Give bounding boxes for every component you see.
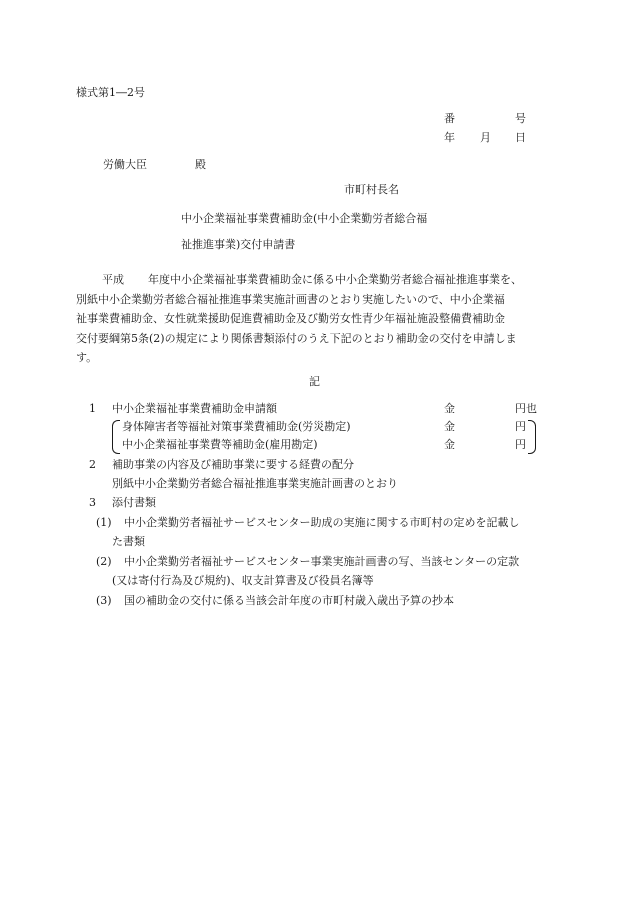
left-bracket xyxy=(112,420,120,454)
doc-number-go: 号 xyxy=(515,112,526,125)
item-2-label: 補助事業の内容及び補助事業に要する経費の配分 xyxy=(112,458,354,471)
date-month: 月 xyxy=(480,131,491,144)
date-year: 年 xyxy=(444,131,455,144)
item-1-sub-1-kin: 金 xyxy=(444,420,455,433)
item-1-sub-1-unit: 円 xyxy=(515,420,526,433)
item-3-sub-2-line-2: (又は寄付行為及び規約)、収支計算書及び役員名簿等 xyxy=(112,574,374,587)
body-line-2: 別紙中小企業勤労者総合福祉推進事業実施計画書のとおり実施したいので、中小企業福 xyxy=(76,292,505,306)
item-3-sub-1-line-1: 中小企業勤労者福祉サービスセンター助成の実施に関する市町村の定めを記載し xyxy=(124,516,520,529)
item-3-sub-3-line-1: 国の補助金の交付に係る当該会計年度の市町村歳入歳出予算の抄本 xyxy=(124,594,454,607)
item-1-sub-2-kin: 金 xyxy=(444,438,455,451)
title-line-1: 中小企業福祉事業費補助金(中小企業勤労者総合福 xyxy=(181,212,428,225)
doc-number-ban: 番 xyxy=(444,112,455,125)
item-3-sub-3-number: (3) xyxy=(96,594,112,607)
body-paragraph xyxy=(76,273,556,371)
item-1-unit: 円也 xyxy=(515,402,537,415)
ki-heading: 記 xyxy=(309,375,320,388)
item-1-number: 1 xyxy=(89,402,96,415)
item-2-number: 2 xyxy=(89,458,96,471)
body-era: 平成 xyxy=(102,273,124,286)
item-1-sub-1-label: 身体障害者等福祉対策事業費補助金(労災勘定) xyxy=(122,420,351,433)
item-3-sub-1-number: (1) xyxy=(96,516,112,529)
date-day: 日 xyxy=(515,131,526,144)
sender-name: 市町村長名 xyxy=(344,183,399,196)
item-3-sub-1-line-2: た書類 xyxy=(112,535,145,548)
body-line-5: す。 xyxy=(76,351,98,364)
item-1-label: 中小企業福祉事業費補助金申請額 xyxy=(112,402,277,415)
addressee-name: 労働大臣 xyxy=(103,158,147,171)
item-2-detail: 別紙中小企業勤労者総合福祉推進事業実施計画書のとおり xyxy=(112,477,398,490)
body-line-3: 祉事業費補助金、女性就業援助促進費補助金及び勤労女性青少年福祉施設整備費補助金 xyxy=(76,312,505,325)
item-3-sub-2-number: (2) xyxy=(96,555,112,568)
item-3-sub-2-line-1: 中小企業勤労者福祉サービスセンター事業実施計画書の写、当該センターの定款 xyxy=(124,555,520,568)
right-bracket xyxy=(528,420,536,454)
item-3-label: 添付書類 xyxy=(112,496,156,509)
form-number: 様式第1―2号 xyxy=(76,86,145,99)
item-1-sub-2-label: 中小企業福祉事業費等補助金(雇用勘定) xyxy=(122,438,318,451)
title-line-2: 祉推進事業)交付申請書 xyxy=(181,238,296,251)
body-line-4: 交付要綱第5条(2)の規定により関係書類添付のうえ下記のとおり補助金の交付を申請しま xyxy=(76,331,517,345)
body-line-1 xyxy=(76,273,556,293)
addressee-honorific: 殿 xyxy=(195,158,206,171)
item-1-kin: 金 xyxy=(444,402,455,415)
item-3-number: 3 xyxy=(89,496,96,509)
body-line-1-text: 年度中小企業福祉事業費補助金に係る中小企業勤労者総合福祉推進事業を、 xyxy=(148,273,522,286)
item-1-sub-2-unit: 円 xyxy=(515,438,526,451)
